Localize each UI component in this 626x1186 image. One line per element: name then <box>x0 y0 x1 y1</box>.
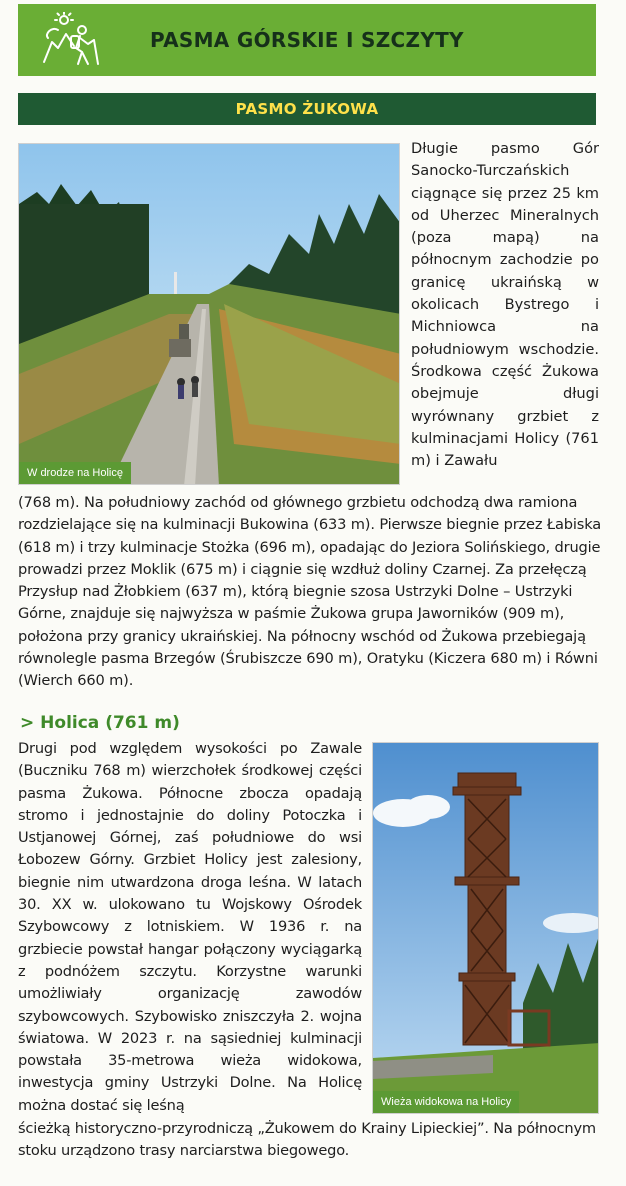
holica-text-column: Drugi pod względem wysokości po Zawale (Buczniku 768 m) wierzchołek środkowej części pasma Żukowa. Północne zbocza opadają stromo i jednostajnie do doliny Potoczka i Ustjanowej Górnej, zaś południowe do wsi Łobozew Górny. Grzbiet Holicy jest zalesiony, biegnie nim utwardzona droga leśna. W latach 30. XX w. ulokowano tu Wojskowy Ośrodek Szybowcowy z lotniskiem. W 1936 r. na grzbiecie powstał hangar połączony wyciągarką z podnóżem szczytu. Korzystne warunki umożliwiały organizację zawodów szybowcowych. Szybowisko zniszczyła 2. wojna światowa. W 2023 r. na sąsiedniej kulminacji powstała 35-metrowa wieża widokowa, inwestycja gminy Ustrzyki Dolne. Na Holicę można dostać się leśną <box>18 740 362 1114</box>
tower-photo <box>372 742 599 1114</box>
hiker-icon <box>18 4 128 76</box>
chapter-title: PASMA GÓRSKIE I SZCZYTY <box>150 28 464 52</box>
road-photo <box>18 143 400 485</box>
intro-text-column: Długie pasmo Gór Sanocko-Turczańskich ciągnące się przez 25 km od Uherzec Mineralnych (poza mapą) na północnym zachodzie po granicę ukraińską w okolicach Bystrego i Michniowca na południowym wschodzie. Środkowa część Żukowa obejmuje długi wyrównany grzbiet z kulminacjami Holicy (761 m) i Zawału <box>411 140 599 470</box>
holica-text-continued: ścieżką historyczno-przyrodniczą „Żukowem do Krainy Lipieckiej”. Na północnym stoku urządzono trasy narciarstwa biegowego. <box>18 1120 596 1160</box>
intro-text-continued: (768 m). Na południowy zachód od głównego grzbietu odchodzą dwa ramiona rozdzielające się na kulminacji Bukowina (633 m). Pierwsze biegnie przez Łabiska (618 m) i trzy kulminacje Stożka (696 m), opadając do Jeziora Solińskiego, drugie prowadzi przez Moklik (675 m) i ciągnie się wzdłuż doliny Czarnej. Za przełęczą Przysłup nad Żłobkiem (637 m), którą biegnie szosa Ustrzyki Dolne – Ustrzyki Górne, znajduje się najwyższa w paśmie Żukowa grupa Jaworników (909 m), położona przy granicy ukraińskiej. Na północny wschód od Żukowa przebiegają równolegle pasma Brzegów (Śrubiszcze 690 m), Oratyku (Kiczera 680 m) i Równi (Wierch 660 m). <box>18 494 602 690</box>
section-title: PASMO ŻUKOWA <box>235 100 379 118</box>
section-header <box>18 93 596 125</box>
chapter-banner <box>18 4 596 76</box>
photo-caption: Wieża widokowa na Holicy <box>373 1091 519 1113</box>
photo-caption: W drodze na Holicę <box>19 462 131 484</box>
holica-heading: > Holica (761 m) <box>20 713 180 733</box>
